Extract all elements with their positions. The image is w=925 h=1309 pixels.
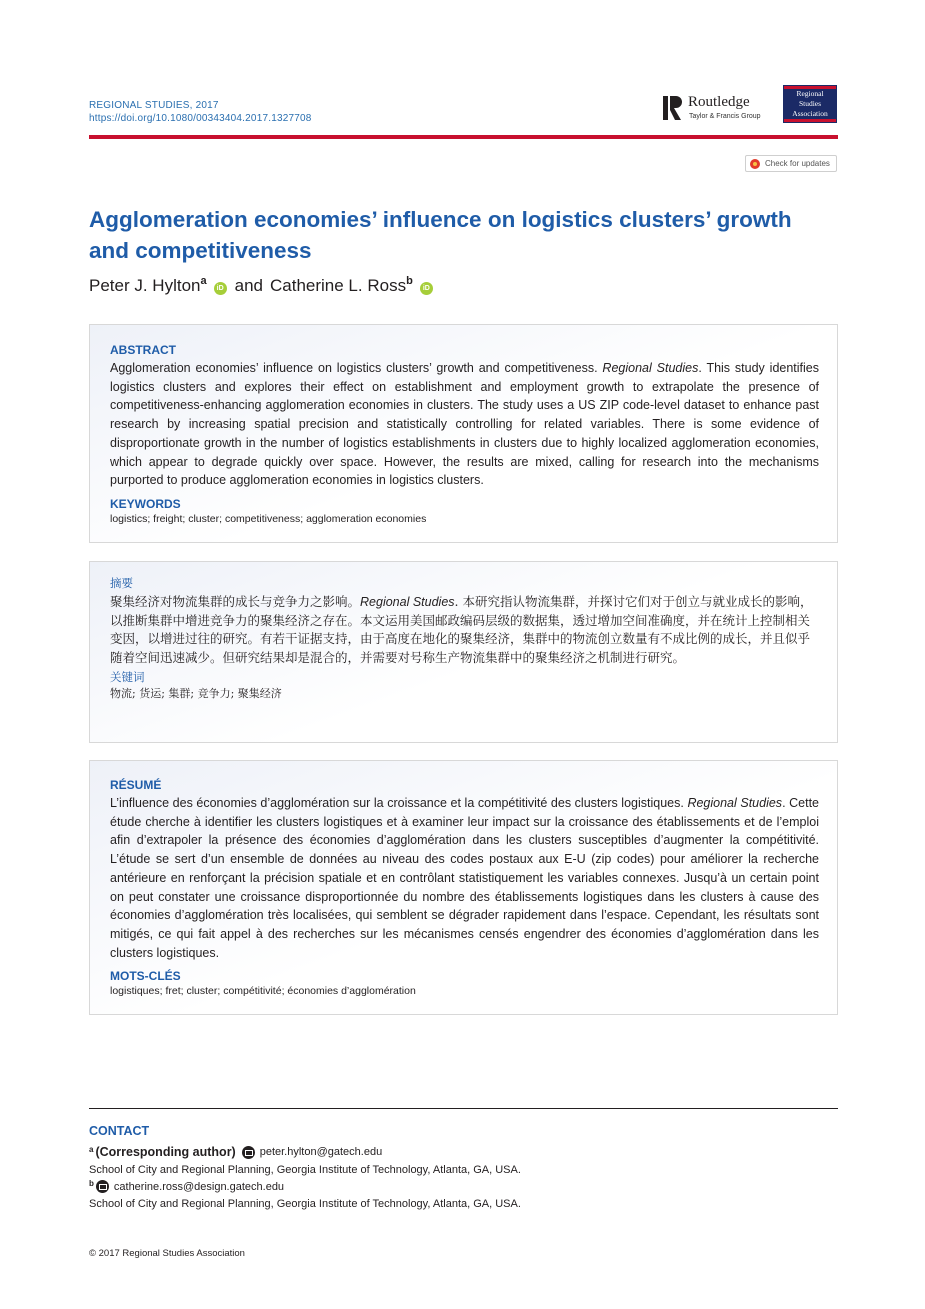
- orcid-icon[interactable]: iD: [420, 282, 433, 295]
- keywords-list-zh: 物流; 货运; 集群; 竞争力; 聚集经济: [110, 687, 282, 700]
- publisher-subtitle: Taylor & Francis Group: [689, 113, 761, 120]
- abstract-text: [110, 359, 819, 490]
- rsa-logo: [783, 85, 837, 123]
- affiliation-b: School of City and Regional Planning, Georgia Institute of Technology, Atlanta, GA, USA.: [89, 1198, 521, 1210]
- email-link[interactable]: peter.hylton@gatech.edu: [259, 1146, 383, 1158]
- keywords-heading-zh: 关键词: [110, 672, 145, 684]
- contact-a: [89, 1145, 382, 1159]
- journal-name: REGIONAL STUDIES, 2017: [89, 100, 219, 111]
- keywords-list: logistics; freight; cluster; competitiveness; agglomeration economies: [110, 512, 427, 525]
- check-for-updates-label: Check for updates: [765, 159, 830, 168]
- abstract-text-pre: Agglomeration economies’ influence on logistics clusters’ growth and competitiveness.: [110, 361, 603, 375]
- rsa-logo-line: Regional: [796, 89, 824, 98]
- abstract-text-post: . This study identifies logistics clusters and explores their effect on establishment and employment growth to extrapolate the presence of competitiveness-enhancing agglomeration economies in clusters. The study uses a US ZIP code-level dataset to enhance past research by increasing spatial precision and statistically controlling for related variables. There is some evidence of disproportionate growth in the number of logistics establishments in clusters due to highly localized agglomeration economies, which appear to degrade quickly over space. However, the results are mixed, calling for research into the mechanisms purported to produce agglomeration economies in logistics clusters.: [110, 361, 819, 488]
- abstract-text-zh-post: . 本研究指认物流集群，并探讨它们对于创立与就业成长的影响，以推断集群中增进竞争力的聚集经济之存在。本文运用美国邮政编码层级的数据集，透过增加空间准确度，并在统计上控制相关变因，以增进过往的研究。有若干证据支持，由于高度在地化的聚集经济，集群中的物流创立数量有不成比例的成长，并且似乎随着空间迅速减少。但研究结果却是混合的，并需要对号称生产物流集群中的聚集经济之机制进行研究。: [110, 594, 813, 665]
- header-rule: [89, 135, 838, 139]
- abstract-text-zh-pre: 聚集经济对物流集群的成长与竞争力之影响。: [110, 594, 361, 609]
- email-link[interactable]: catherine.ross@design.gatech.edu: [113, 1180, 285, 1193]
- abstract-journal: Regional Studies: [602, 361, 699, 375]
- contact-b: [89, 1180, 284, 1193]
- doi-link[interactable]: https://doi.org/10.1080/00343404.2017.1327708: [89, 113, 312, 124]
- contact-heading: CONTACT: [89, 1124, 150, 1138]
- rsa-logo-line: Association: [792, 109, 828, 118]
- abstract-text-fr-pre: L’influence des économies d’agglomération sur la croissance et la compétitivité des clusters logistiques.: [110, 796, 688, 810]
- abstract-box-en: [89, 324, 838, 543]
- affiliation-mark: a: [89, 1144, 94, 1154]
- abstract-journal-fr: Regional Studies: [687, 796, 783, 810]
- abstract-heading-zh: 摘要: [110, 578, 133, 590]
- crossmark-icon: [750, 159, 760, 169]
- rsa-logo-line: Studies: [798, 99, 822, 108]
- abstract-text-fr: [110, 794, 819, 962]
- author-affiliation-mark: b: [406, 275, 413, 287]
- abstract-box-fr: [89, 760, 838, 1015]
- abstract-journal-zh: Regional Studies: [360, 595, 455, 609]
- copyright-notice: © 2017 Regional Studies Association: [89, 1248, 245, 1259]
- keywords-list-fr: logistiques; fret; cluster; compétitivité; économies d’agglomération: [110, 985, 416, 998]
- check-for-updates-button[interactable]: [745, 155, 837, 172]
- author-affiliation-mark: a: [200, 275, 207, 287]
- abstract-heading-fr: RÉSUMÉ: [110, 778, 162, 792]
- affiliation-a: School of City and Regional Planning, Georgia Institute of Technology, Atlanta, GA, USA.: [89, 1164, 521, 1176]
- email-icon: [96, 1180, 109, 1193]
- author-list: [89, 276, 441, 296]
- author-name[interactable]: Peter J. Hylton: [89, 276, 201, 295]
- contact-rule: [89, 1108, 838, 1109]
- article-title: Agglomeration economies’ influence on logistics clusters’ growth and competitiveness: [89, 207, 792, 263]
- abstract-text-zh: [110, 593, 819, 667]
- rsa-logo-stripe: [784, 119, 836, 122]
- corresponding-author-label: (Corresponding author): [95, 1145, 236, 1159]
- abstract-text-fr-post: . Cette étude cherche à identifier les clusters logistiques et à examiner leur impact sur la croissance des établissements et de l’emploi afin d’extrapoler la présence des économies d’agglomération dans les clusters susceptibles d’augmenter la compétitivité. L’étude se sert d’un ensemble de données au niveau des codes postaux aux E-U (zip codes) pour améliorer la recherche antérieure en renforçant la précision spatiale et en contrôlant statistiquement les variables connexes. Jusqu’à un certain point on peut constater une croissance disproportionnée du nombre des établissements logistiques dans les clusters à cause des économies d’agglomération très localisées, qui semblent se dégrader rapidement dans l’espace. Cependant, les résultats sont mitigés, ce qui fait appel à des recherches sur les mécanismes censés engendrer des économies d’agglomération dans les clusters logistiques.: [110, 796, 819, 960]
- affiliation-mark: b: [89, 1179, 94, 1188]
- abstract-heading: ABSTRACT: [110, 343, 176, 357]
- author-conjunction: and: [234, 276, 263, 295]
- email-icon: [242, 1146, 255, 1159]
- author-name[interactable]: Catherine L. Ross: [270, 276, 407, 295]
- orcid-icon[interactable]: iD: [214, 282, 227, 295]
- keywords-heading: KEYWORDS: [110, 496, 181, 511]
- routledge-logo-icon: [662, 94, 684, 122]
- abstract-box-zh: [89, 561, 838, 743]
- publisher-name: Routledge: [688, 94, 750, 110]
- keywords-heading-fr: MOTS-CLÉS: [110, 969, 181, 984]
